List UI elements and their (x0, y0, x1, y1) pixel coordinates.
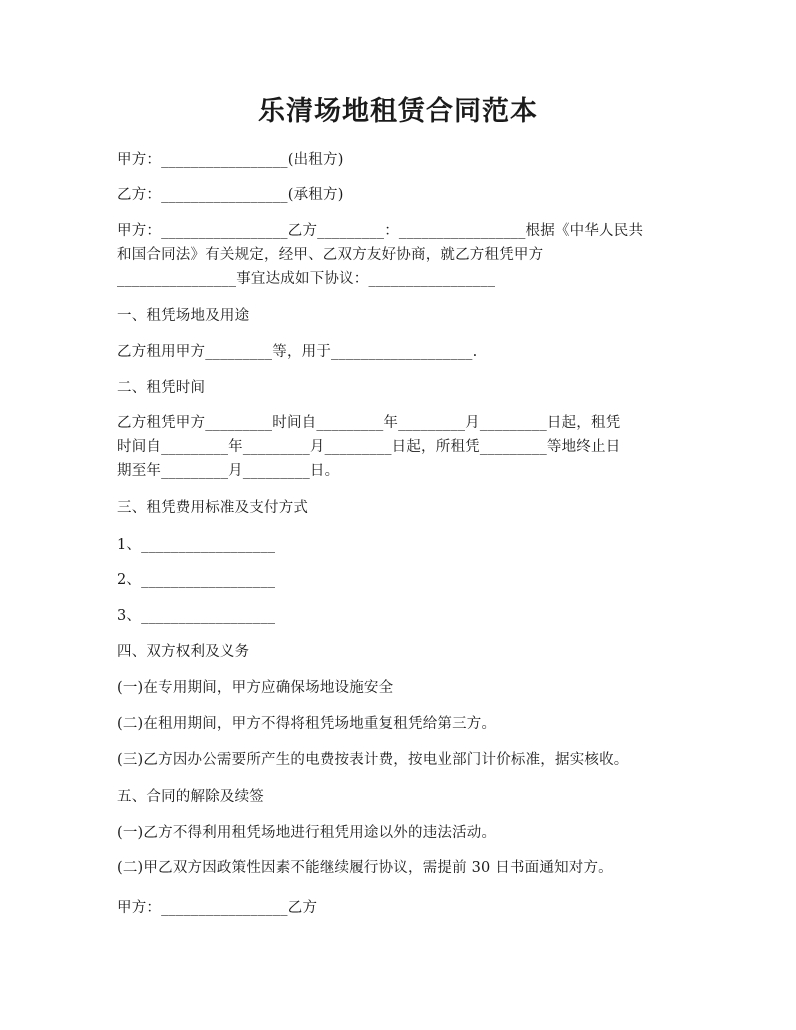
section5-item: (一)乙方不得利用租凭场地进行租凭用途以外的违法活动。 (117, 825, 497, 841)
section4-item: (一)在专用期间，甲方应确保场地设施安全 (117, 680, 394, 696)
section3-item: 3、__________________ (117, 608, 276, 624)
section5-heading: 五、合同的解除及续签 (117, 789, 264, 805)
party-b-line: 乙方：_________________(承租方) (117, 187, 344, 203)
section3-item: 2、__________________ (117, 572, 276, 588)
section4-heading: 四、双方权利及义务 (117, 644, 250, 660)
section5-item: (二)甲乙双方因政策性因素不能继续履行协议，需提前 30 日书面通知对方。 (117, 860, 613, 876)
section4-item: (二)在租用期间，甲方不得将租凭场地重复租凭给第三方。 (117, 716, 497, 732)
section2-line: 乙方租凭甲方_________时间自_________年_________月_________日起，租凭 (117, 415, 621, 431)
section3-item: 1、__________________ (117, 537, 276, 553)
section4-item: (三)乙方因办公需要所产生的电费按表计费，按电业部门计价标准，据实核收。 (117, 752, 629, 768)
section1-body: 乙方租用甲方_________等，用于___________________. (117, 344, 478, 360)
party-a-line: 甲方：_________________(出租方) (117, 152, 344, 168)
intro-paragraph (117, 219, 687, 291)
document-title: 乐清场地租赁合同范本 (258, 96, 538, 127)
intro-line: ________________事宜达成如下协议：_________________ (117, 271, 496, 287)
section2-line: 时间自_________年_________月_________日起，所租凭_________等地终止日 (117, 439, 621, 455)
section3-heading: 三、租凭费用标准及支付方式 (117, 500, 309, 516)
signature-line: 甲方：_________________乙方 (117, 900, 318, 916)
section2-paragraph (117, 411, 687, 483)
section2-heading: 二、租凭时间 (117, 380, 206, 396)
section2-line: 期至年_________月_________日。 (117, 463, 340, 479)
intro-line: 和国合同法》有关规定，经甲、乙双方友好协商，就乙方租凭甲方 (117, 247, 544, 263)
section1-heading: 一、租凭场地及用途 (117, 308, 250, 324)
intro-line: 甲方：_________________乙方_________：_________________根据《中华人民共 (117, 223, 644, 239)
